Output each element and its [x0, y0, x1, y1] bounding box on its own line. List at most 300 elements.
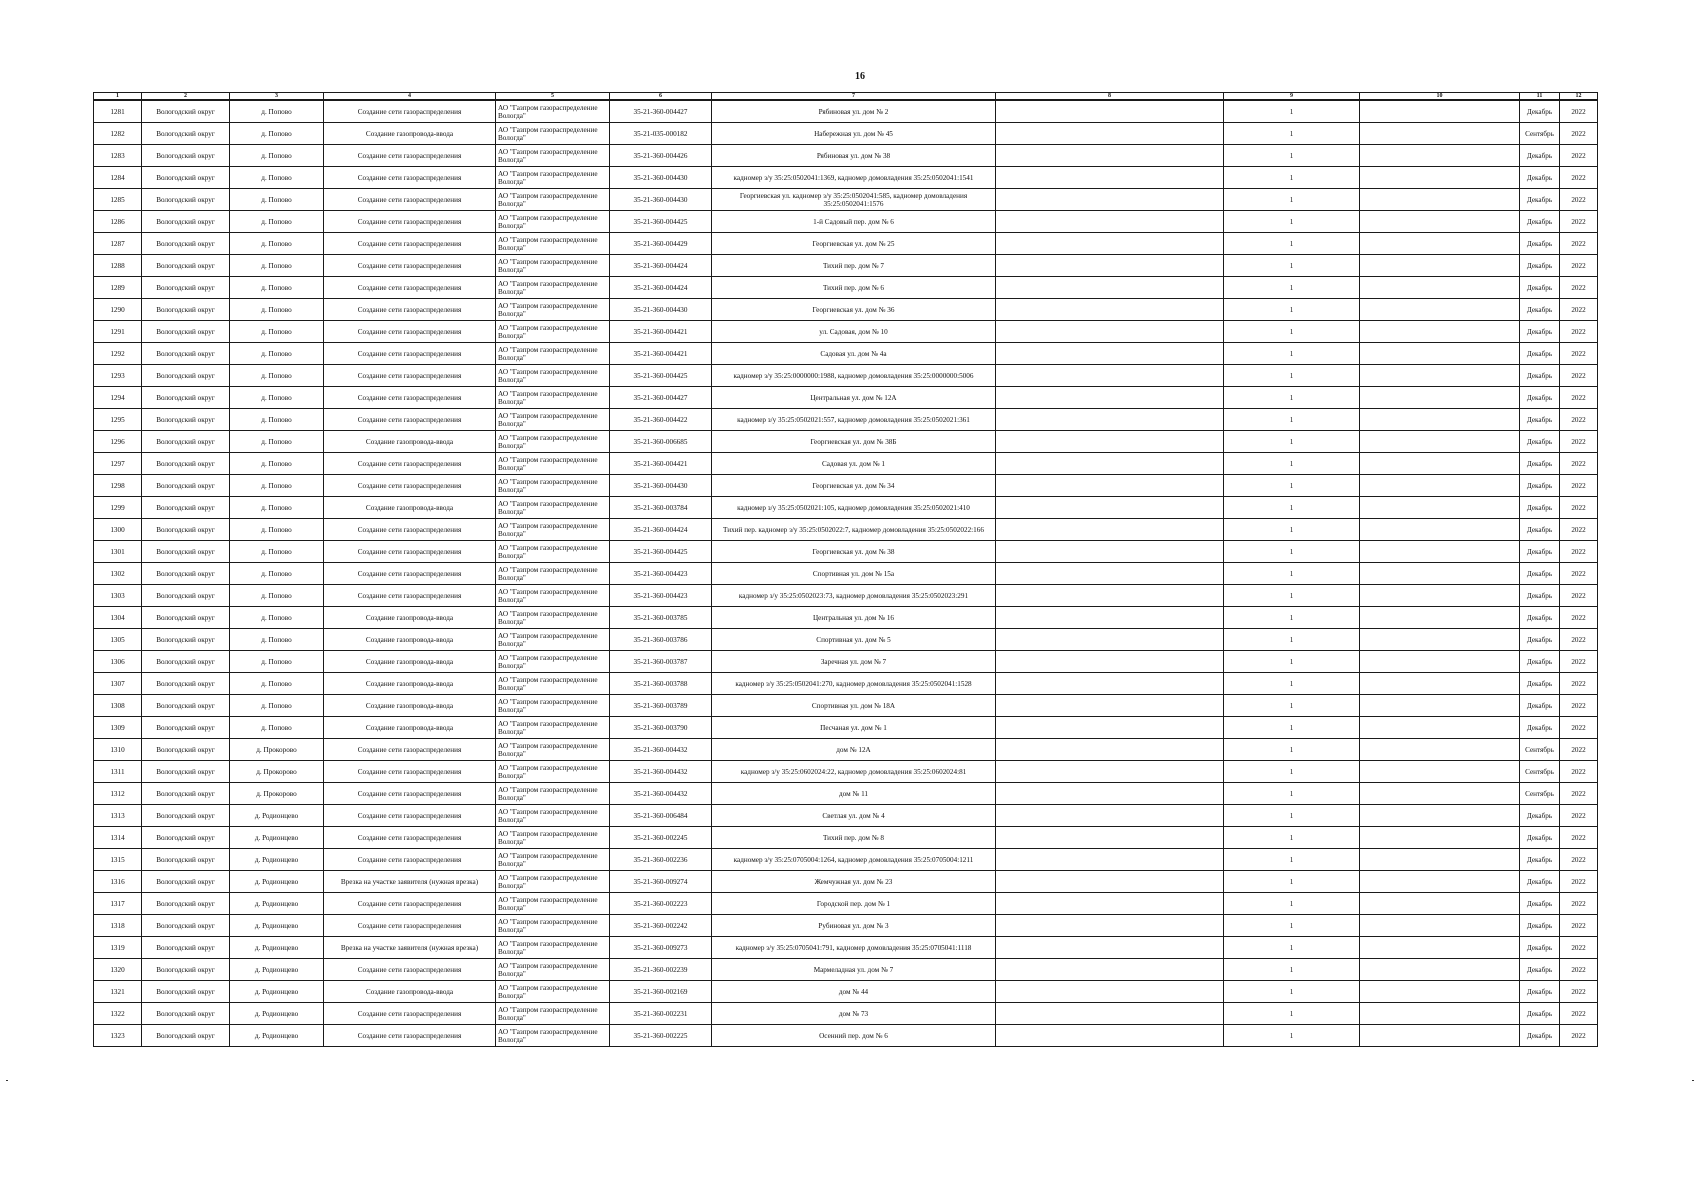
district-cell: Вологодский округ: [142, 409, 230, 431]
row-number: 1285: [94, 189, 142, 211]
row-number: 1299: [94, 497, 142, 519]
address-cell: кадномер з/у 35:25:0502023:73, кадномер домовладения 35:25:0502023:291: [712, 585, 996, 607]
work-type-cell: Создание газопровода-ввода: [324, 607, 496, 629]
column-8-cell: [996, 959, 1224, 981]
year-cell: 2022: [1560, 937, 1598, 959]
year-cell: 2022: [1560, 959, 1598, 981]
count-cell: 1: [1224, 563, 1360, 585]
table-row: [94, 497, 1598, 519]
column-8-cell: [996, 387, 1224, 409]
address-cell: Садовая ул. дом № 4а: [712, 343, 996, 365]
district-cell: Вологодский округ: [142, 805, 230, 827]
row-number: 1291: [94, 321, 142, 343]
application-code-cell: 35-21-360-004421: [610, 453, 712, 475]
column-number-2: 2: [142, 93, 230, 101]
application-code-cell: 35-21-360-004427: [610, 100, 712, 123]
district-cell: Вологодский округ: [142, 849, 230, 871]
settlement-cell: д. Родионцево: [230, 1025, 324, 1047]
address-cell: Рябиновая ул. дом № 38: [712, 145, 996, 167]
row-number: 1306: [94, 651, 142, 673]
district-cell: Вологодский округ: [142, 761, 230, 783]
organization-cell: АО "Газпром газораспределение Вологда": [496, 343, 610, 365]
organization-cell: АО "Газпром газораспределение Вологда": [496, 585, 610, 607]
application-code-cell: 35-21-360-003787: [610, 651, 712, 673]
column-8-cell: [996, 673, 1224, 695]
row-number: 1313: [94, 805, 142, 827]
application-code-cell: 35-21-360-004423: [610, 585, 712, 607]
settlement-cell: д. Попово: [230, 475, 324, 497]
row-number: 1319: [94, 937, 142, 959]
month-cell: Декабрь: [1520, 959, 1560, 981]
address-cell: Спортивная ул. дом № 18А: [712, 695, 996, 717]
work-type-cell: Создание сети газораспределения: [324, 100, 496, 123]
work-type-cell: Создание сети газораспределения: [324, 739, 496, 761]
district-cell: Вологодский округ: [142, 167, 230, 189]
column-8-cell: [996, 1025, 1224, 1047]
month-cell: Декабрь: [1520, 167, 1560, 189]
address-cell: кадномер з/у 35:25:0705041:791, кадномер домовладения 35:25:0705041:1118: [712, 937, 996, 959]
settlement-cell: д. Попово: [230, 519, 324, 541]
application-code-cell: 35-21-360-002231: [610, 1003, 712, 1025]
month-cell: Декабрь: [1520, 1003, 1560, 1025]
year-cell: 2022: [1560, 431, 1598, 453]
month-cell: Сентябрь: [1520, 123, 1560, 145]
table-row: [94, 1003, 1598, 1025]
column-10-cell: [1360, 123, 1520, 145]
district-cell: Вологодский округ: [142, 629, 230, 651]
row-number: 1310: [94, 739, 142, 761]
month-cell: Декабрь: [1520, 189, 1560, 211]
column-10-cell: [1360, 497, 1520, 519]
row-number: 1323: [94, 1025, 142, 1047]
district-cell: Вологодский округ: [142, 563, 230, 585]
table-row: [94, 827, 1598, 849]
district-cell: Вологодский округ: [142, 981, 230, 1003]
column-8-cell: [996, 167, 1224, 189]
organization-cell: АО "Газпром газораспределение Вологда": [496, 607, 610, 629]
year-cell: 2022: [1560, 563, 1598, 585]
column-8-cell: [996, 695, 1224, 717]
column-8-cell: [996, 519, 1224, 541]
row-number: 1314: [94, 827, 142, 849]
table-row: [94, 673, 1598, 695]
count-cell: 1: [1224, 739, 1360, 761]
year-cell: 2022: [1560, 827, 1598, 849]
organization-cell: АО "Газпром газораспределение Вологда": [496, 497, 610, 519]
column-number-11: 11: [1520, 93, 1560, 101]
column-8-cell: [996, 189, 1224, 211]
column-number-1: 1: [94, 93, 142, 101]
month-cell: Декабрь: [1520, 321, 1560, 343]
table-row: [94, 189, 1598, 211]
month-cell: Декабрь: [1520, 211, 1560, 233]
row-number: 1282: [94, 123, 142, 145]
column-10-cell: [1360, 563, 1520, 585]
application-code-cell: 35-21-360-002236: [610, 849, 712, 871]
year-cell: 2022: [1560, 541, 1598, 563]
organization-cell: АО "Газпром газораспределение Вологда": [496, 233, 610, 255]
column-10-cell: [1360, 959, 1520, 981]
address-cell: Осенний пер. дом № 6: [712, 1025, 996, 1047]
table-row: [94, 739, 1598, 761]
address-cell: Рубиновая ул. дом № 3: [712, 915, 996, 937]
application-code-cell: 35-21-035-000182: [610, 123, 712, 145]
count-cell: 1: [1224, 321, 1360, 343]
organization-cell: АО "Газпром газораспределение Вологда": [496, 959, 610, 981]
column-8-cell: [996, 453, 1224, 475]
table-row: [94, 871, 1598, 893]
count-cell: 1: [1224, 893, 1360, 915]
settlement-cell: д. Попово: [230, 100, 324, 123]
organization-cell: АО "Газпром газораспределение Вологда": [496, 453, 610, 475]
address-cell: Садовая ул. дом № 1: [712, 453, 996, 475]
count-cell: 1: [1224, 849, 1360, 871]
year-cell: 2022: [1560, 145, 1598, 167]
work-type-cell: Создание сети газораспределения: [324, 893, 496, 915]
year-cell: 2022: [1560, 255, 1598, 277]
application-code-cell: 35-21-360-004423: [610, 563, 712, 585]
settlement-cell: д. Попово: [230, 431, 324, 453]
table-row: [94, 805, 1598, 827]
settlement-cell: д. Попово: [230, 233, 324, 255]
year-cell: 2022: [1560, 1003, 1598, 1025]
count-cell: 1: [1224, 915, 1360, 937]
work-type-cell: Создание сети газораспределения: [324, 277, 496, 299]
row-number: 1311: [94, 761, 142, 783]
table-row: [94, 915, 1598, 937]
row-number: 1289: [94, 277, 142, 299]
column-8-cell: [996, 100, 1224, 123]
month-cell: Сентябрь: [1520, 761, 1560, 783]
address-cell: дом № 44: [712, 981, 996, 1003]
organization-cell: АО "Газпром газораспределение Вологда": [496, 1025, 610, 1047]
district-cell: Вологодский округ: [142, 651, 230, 673]
year-cell: 2022: [1560, 871, 1598, 893]
application-code-cell: 35-21-360-009274: [610, 871, 712, 893]
work-type-cell: Создание сети газораспределения: [324, 189, 496, 211]
column-10-cell: [1360, 343, 1520, 365]
district-cell: Вологодский округ: [142, 783, 230, 805]
month-cell: Декабрь: [1520, 145, 1560, 167]
district-cell: Вологодский округ: [142, 211, 230, 233]
column-10-cell: [1360, 211, 1520, 233]
table-row: [94, 475, 1598, 497]
application-code-cell: 35-21-360-004426: [610, 145, 712, 167]
count-cell: 1: [1224, 629, 1360, 651]
page-number: 16: [855, 71, 865, 82]
column-8-cell: [996, 343, 1224, 365]
work-type-cell: Создание сети газораспределения: [324, 211, 496, 233]
district-cell: Вологодский округ: [142, 827, 230, 849]
organization-cell: АО "Газпром газораспределение Вологда": [496, 409, 610, 431]
work-type-cell: Создание сети газораспределения: [324, 783, 496, 805]
work-type-cell: Создание газопровода-ввода: [324, 673, 496, 695]
year-cell: 2022: [1560, 167, 1598, 189]
month-cell: Декабрь: [1520, 255, 1560, 277]
column-10-cell: [1360, 1025, 1520, 1047]
organization-cell: АО "Газпром газораспределение Вологда": [496, 321, 610, 343]
district-cell: Вологодский округ: [142, 1025, 230, 1047]
count-cell: 1: [1224, 343, 1360, 365]
address-cell: ул. Садовая, дом № 10: [712, 321, 996, 343]
address-cell: Георгиевская ул. дом № 38: [712, 541, 996, 563]
count-cell: 1: [1224, 783, 1360, 805]
settlement-cell: д. Попово: [230, 541, 324, 563]
settlement-cell: д. Попово: [230, 365, 324, 387]
month-cell: Декабрь: [1520, 497, 1560, 519]
table-row: [94, 585, 1598, 607]
row-number: 1312: [94, 783, 142, 805]
scan-mark-right: [1692, 1080, 1694, 1081]
table-row: [94, 431, 1598, 453]
column-8-cell: [996, 915, 1224, 937]
month-cell: Декабрь: [1520, 365, 1560, 387]
table-row: [94, 959, 1598, 981]
year-cell: 2022: [1560, 233, 1598, 255]
column-10-cell: [1360, 695, 1520, 717]
table-row: [94, 519, 1598, 541]
column-number-10: 10: [1360, 93, 1520, 101]
count-cell: 1: [1224, 277, 1360, 299]
column-10-cell: [1360, 145, 1520, 167]
month-cell: Декабрь: [1520, 849, 1560, 871]
column-10-cell: [1360, 387, 1520, 409]
column-number-12: 12: [1560, 93, 1598, 101]
column-number-8: 8: [996, 93, 1224, 101]
organization-cell: АО "Газпром газораспределение Вологда": [496, 937, 610, 959]
table-row: [94, 100, 1598, 123]
column-10-cell: [1360, 453, 1520, 475]
district-cell: Вологодский округ: [142, 871, 230, 893]
application-code-cell: 35-21-360-004425: [610, 365, 712, 387]
column-number-6: 6: [610, 93, 712, 101]
column-8-cell: [996, 937, 1224, 959]
settlement-cell: д. Попово: [230, 695, 324, 717]
organization-cell: АО "Газпром газораспределение Вологда": [496, 255, 610, 277]
settlement-cell: д. Попово: [230, 629, 324, 651]
count-cell: 1: [1224, 123, 1360, 145]
month-cell: Декабрь: [1520, 541, 1560, 563]
address-cell: Тихий пер. дом № 7: [712, 255, 996, 277]
column-10-cell: [1360, 167, 1520, 189]
address-cell: кадномер з/у 35:25:0000000:1988, кадномер домовладения 35:25:0000000:5006: [712, 365, 996, 387]
column-8-cell: [996, 849, 1224, 871]
column-10-cell: [1360, 849, 1520, 871]
work-type-cell: Создание сети газораспределения: [324, 167, 496, 189]
month-cell: Декабрь: [1520, 563, 1560, 585]
column-10-cell: [1360, 1003, 1520, 1025]
settlement-cell: д. Попово: [230, 277, 324, 299]
row-number: 1281: [94, 100, 142, 123]
address-cell: Центральная ул. дом № 16: [712, 607, 996, 629]
application-code-cell: 35-21-360-004424: [610, 255, 712, 277]
year-cell: 2022: [1560, 893, 1598, 915]
table-row: [94, 937, 1598, 959]
count-cell: 1: [1224, 365, 1360, 387]
district-cell: Вологодский округ: [142, 299, 230, 321]
table-row: [94, 541, 1598, 563]
row-number: 1288: [94, 255, 142, 277]
address-cell: Спортивная ул. дом № 5: [712, 629, 996, 651]
settlement-cell: д. Родионцево: [230, 805, 324, 827]
year-cell: 2022: [1560, 981, 1598, 1003]
district-cell: Вологодский округ: [142, 893, 230, 915]
column-8-cell: [996, 827, 1224, 849]
column-8-cell: [996, 563, 1224, 585]
month-cell: Декабрь: [1520, 805, 1560, 827]
application-code-cell: 35-21-360-004424: [610, 519, 712, 541]
month-cell: Декабрь: [1520, 431, 1560, 453]
settlement-cell: д. Попово: [230, 299, 324, 321]
settlement-cell: д. Попово: [230, 189, 324, 211]
year-cell: 2022: [1560, 497, 1598, 519]
work-type-cell: Создание сети газораспределения: [324, 475, 496, 497]
column-10-cell: [1360, 277, 1520, 299]
row-number: 1317: [94, 893, 142, 915]
settlement-cell: д. Родионцево: [230, 959, 324, 981]
organization-cell: АО "Газпром газораспределение Вологда": [496, 805, 610, 827]
district-cell: Вологодский округ: [142, 100, 230, 123]
column-8-cell: [996, 475, 1224, 497]
year-cell: 2022: [1560, 211, 1598, 233]
organization-cell: АО "Газпром газораспределение Вологда": [496, 783, 610, 805]
column-8-cell: [996, 871, 1224, 893]
organization-cell: АО "Газпром газораспределение Вологда": [496, 849, 610, 871]
year-cell: 2022: [1560, 783, 1598, 805]
month-cell: Декабрь: [1520, 695, 1560, 717]
year-cell: 2022: [1560, 100, 1598, 123]
column-number-4: 4: [324, 93, 496, 101]
column-10-cell: [1360, 100, 1520, 123]
settlement-cell: д. Попово: [230, 167, 324, 189]
application-code-cell: 35-21-360-009273: [610, 937, 712, 959]
organization-cell: АО "Газпром газораспределение Вологда": [496, 189, 610, 211]
organization-cell: АО "Газпром газораспределение Вологда": [496, 277, 610, 299]
count-cell: 1: [1224, 827, 1360, 849]
work-type-cell: Создание сети газораспределения: [324, 849, 496, 871]
column-10-cell: [1360, 761, 1520, 783]
district-cell: Вологодский округ: [142, 497, 230, 519]
year-cell: 2022: [1560, 607, 1598, 629]
count-cell: 1: [1224, 959, 1360, 981]
settlement-cell: д. Попово: [230, 563, 324, 585]
column-8-cell: [996, 739, 1224, 761]
count-cell: 1: [1224, 717, 1360, 739]
address-cell: дом № 12А: [712, 739, 996, 761]
year-cell: 2022: [1560, 629, 1598, 651]
column-number-5: 5: [496, 93, 610, 101]
organization-cell: АО "Газпром газораспределение Вологда": [496, 431, 610, 453]
organization-cell: АО "Газпром газораспределение Вологда": [496, 651, 610, 673]
count-cell: 1: [1224, 233, 1360, 255]
district-cell: Вологодский округ: [142, 255, 230, 277]
column-8-cell: [996, 761, 1224, 783]
organization-cell: АО "Газпром газораспределение Вологда": [496, 100, 610, 123]
settlement-cell: д. Попово: [230, 651, 324, 673]
organization-cell: АО "Газпром газораспределение Вологда": [496, 629, 610, 651]
organization-cell: АО "Газпром газораспределение Вологда": [496, 1003, 610, 1025]
count-cell: 1: [1224, 299, 1360, 321]
district-cell: Вологодский округ: [142, 123, 230, 145]
column-10-cell: [1360, 519, 1520, 541]
count-cell: 1: [1224, 871, 1360, 893]
work-type-cell: Создание газопровода-ввода: [324, 629, 496, 651]
address-cell: Тихий пер. дом № 8: [712, 827, 996, 849]
settlement-cell: д. Попово: [230, 453, 324, 475]
column-8-cell: [996, 717, 1224, 739]
column-10-cell: [1360, 915, 1520, 937]
month-cell: Декабрь: [1520, 1025, 1560, 1047]
address-cell: дом № 11: [712, 783, 996, 805]
work-type-cell: Создание сети газораспределения: [324, 519, 496, 541]
year-cell: 2022: [1560, 673, 1598, 695]
district-cell: Вологодский округ: [142, 959, 230, 981]
work-type-cell: Создание газопровода-ввода: [324, 497, 496, 519]
table-row: [94, 321, 1598, 343]
column-8-cell: [996, 981, 1224, 1003]
count-cell: 1: [1224, 519, 1360, 541]
address-cell: кадномер з/у 35:25:0502021:557, кадномер домовладения 35:25:0502021:361: [712, 409, 996, 431]
application-code-cell: 35-21-360-004432: [610, 739, 712, 761]
column-10-cell: [1360, 365, 1520, 387]
column-10-cell: [1360, 431, 1520, 453]
column-10-cell: [1360, 321, 1520, 343]
row-number: 1320: [94, 959, 142, 981]
table-row: [94, 629, 1598, 651]
work-type-cell: Создание сети газораспределения: [324, 1003, 496, 1025]
settlement-cell: д. Родионцево: [230, 893, 324, 915]
column-10-cell: [1360, 673, 1520, 695]
application-code-cell: 35-21-360-002245: [610, 827, 712, 849]
table-row: [94, 607, 1598, 629]
application-code-cell: 35-21-360-006685: [610, 431, 712, 453]
month-cell: Декабрь: [1520, 893, 1560, 915]
address-cell: кадномер з/у 35:25:0705004:1264, кадномер домовладения 35:25:0705004:1211: [712, 849, 996, 871]
application-code-cell: 35-21-360-003784: [610, 497, 712, 519]
count-cell: 1: [1224, 255, 1360, 277]
work-type-cell: Создание сети газораспределения: [324, 805, 496, 827]
address-cell: Песчаная ул. дом № 1: [712, 717, 996, 739]
month-cell: Декабрь: [1520, 409, 1560, 431]
count-cell: 1: [1224, 431, 1360, 453]
organization-cell: АО "Газпром газораспределение Вологда": [496, 673, 610, 695]
application-code-cell: 35-21-360-004421: [610, 321, 712, 343]
application-code-cell: 35-21-360-003788: [610, 673, 712, 695]
settlement-cell: д. Прокорово: [230, 783, 324, 805]
year-cell: 2022: [1560, 409, 1598, 431]
district-cell: Вологодский округ: [142, 695, 230, 717]
address-cell: Набережная ул. дом № 45: [712, 123, 996, 145]
organization-cell: АО "Газпром газораспределение Вологда": [496, 695, 610, 717]
settlement-cell: д. Родионцево: [230, 915, 324, 937]
settlement-cell: д. Попово: [230, 211, 324, 233]
work-type-cell: Создание сети газораспределения: [324, 915, 496, 937]
month-cell: Декабрь: [1520, 475, 1560, 497]
work-type-cell: Создание сети газораспределения: [324, 563, 496, 585]
row-number: 1286: [94, 211, 142, 233]
month-cell: Декабрь: [1520, 277, 1560, 299]
application-code-cell: 35-21-360-004430: [610, 189, 712, 211]
work-type-cell: Создание сети газораспределения: [324, 959, 496, 981]
row-number: 1295: [94, 409, 142, 431]
column-10-cell: [1360, 541, 1520, 563]
row-number: 1297: [94, 453, 142, 475]
district-cell: Вологодский округ: [142, 541, 230, 563]
column-10-cell: [1360, 189, 1520, 211]
work-type-cell: Создание газопровода-ввода: [324, 695, 496, 717]
application-code-cell: 35-21-360-004432: [610, 761, 712, 783]
address-cell: Городской пер. дом № 1: [712, 893, 996, 915]
